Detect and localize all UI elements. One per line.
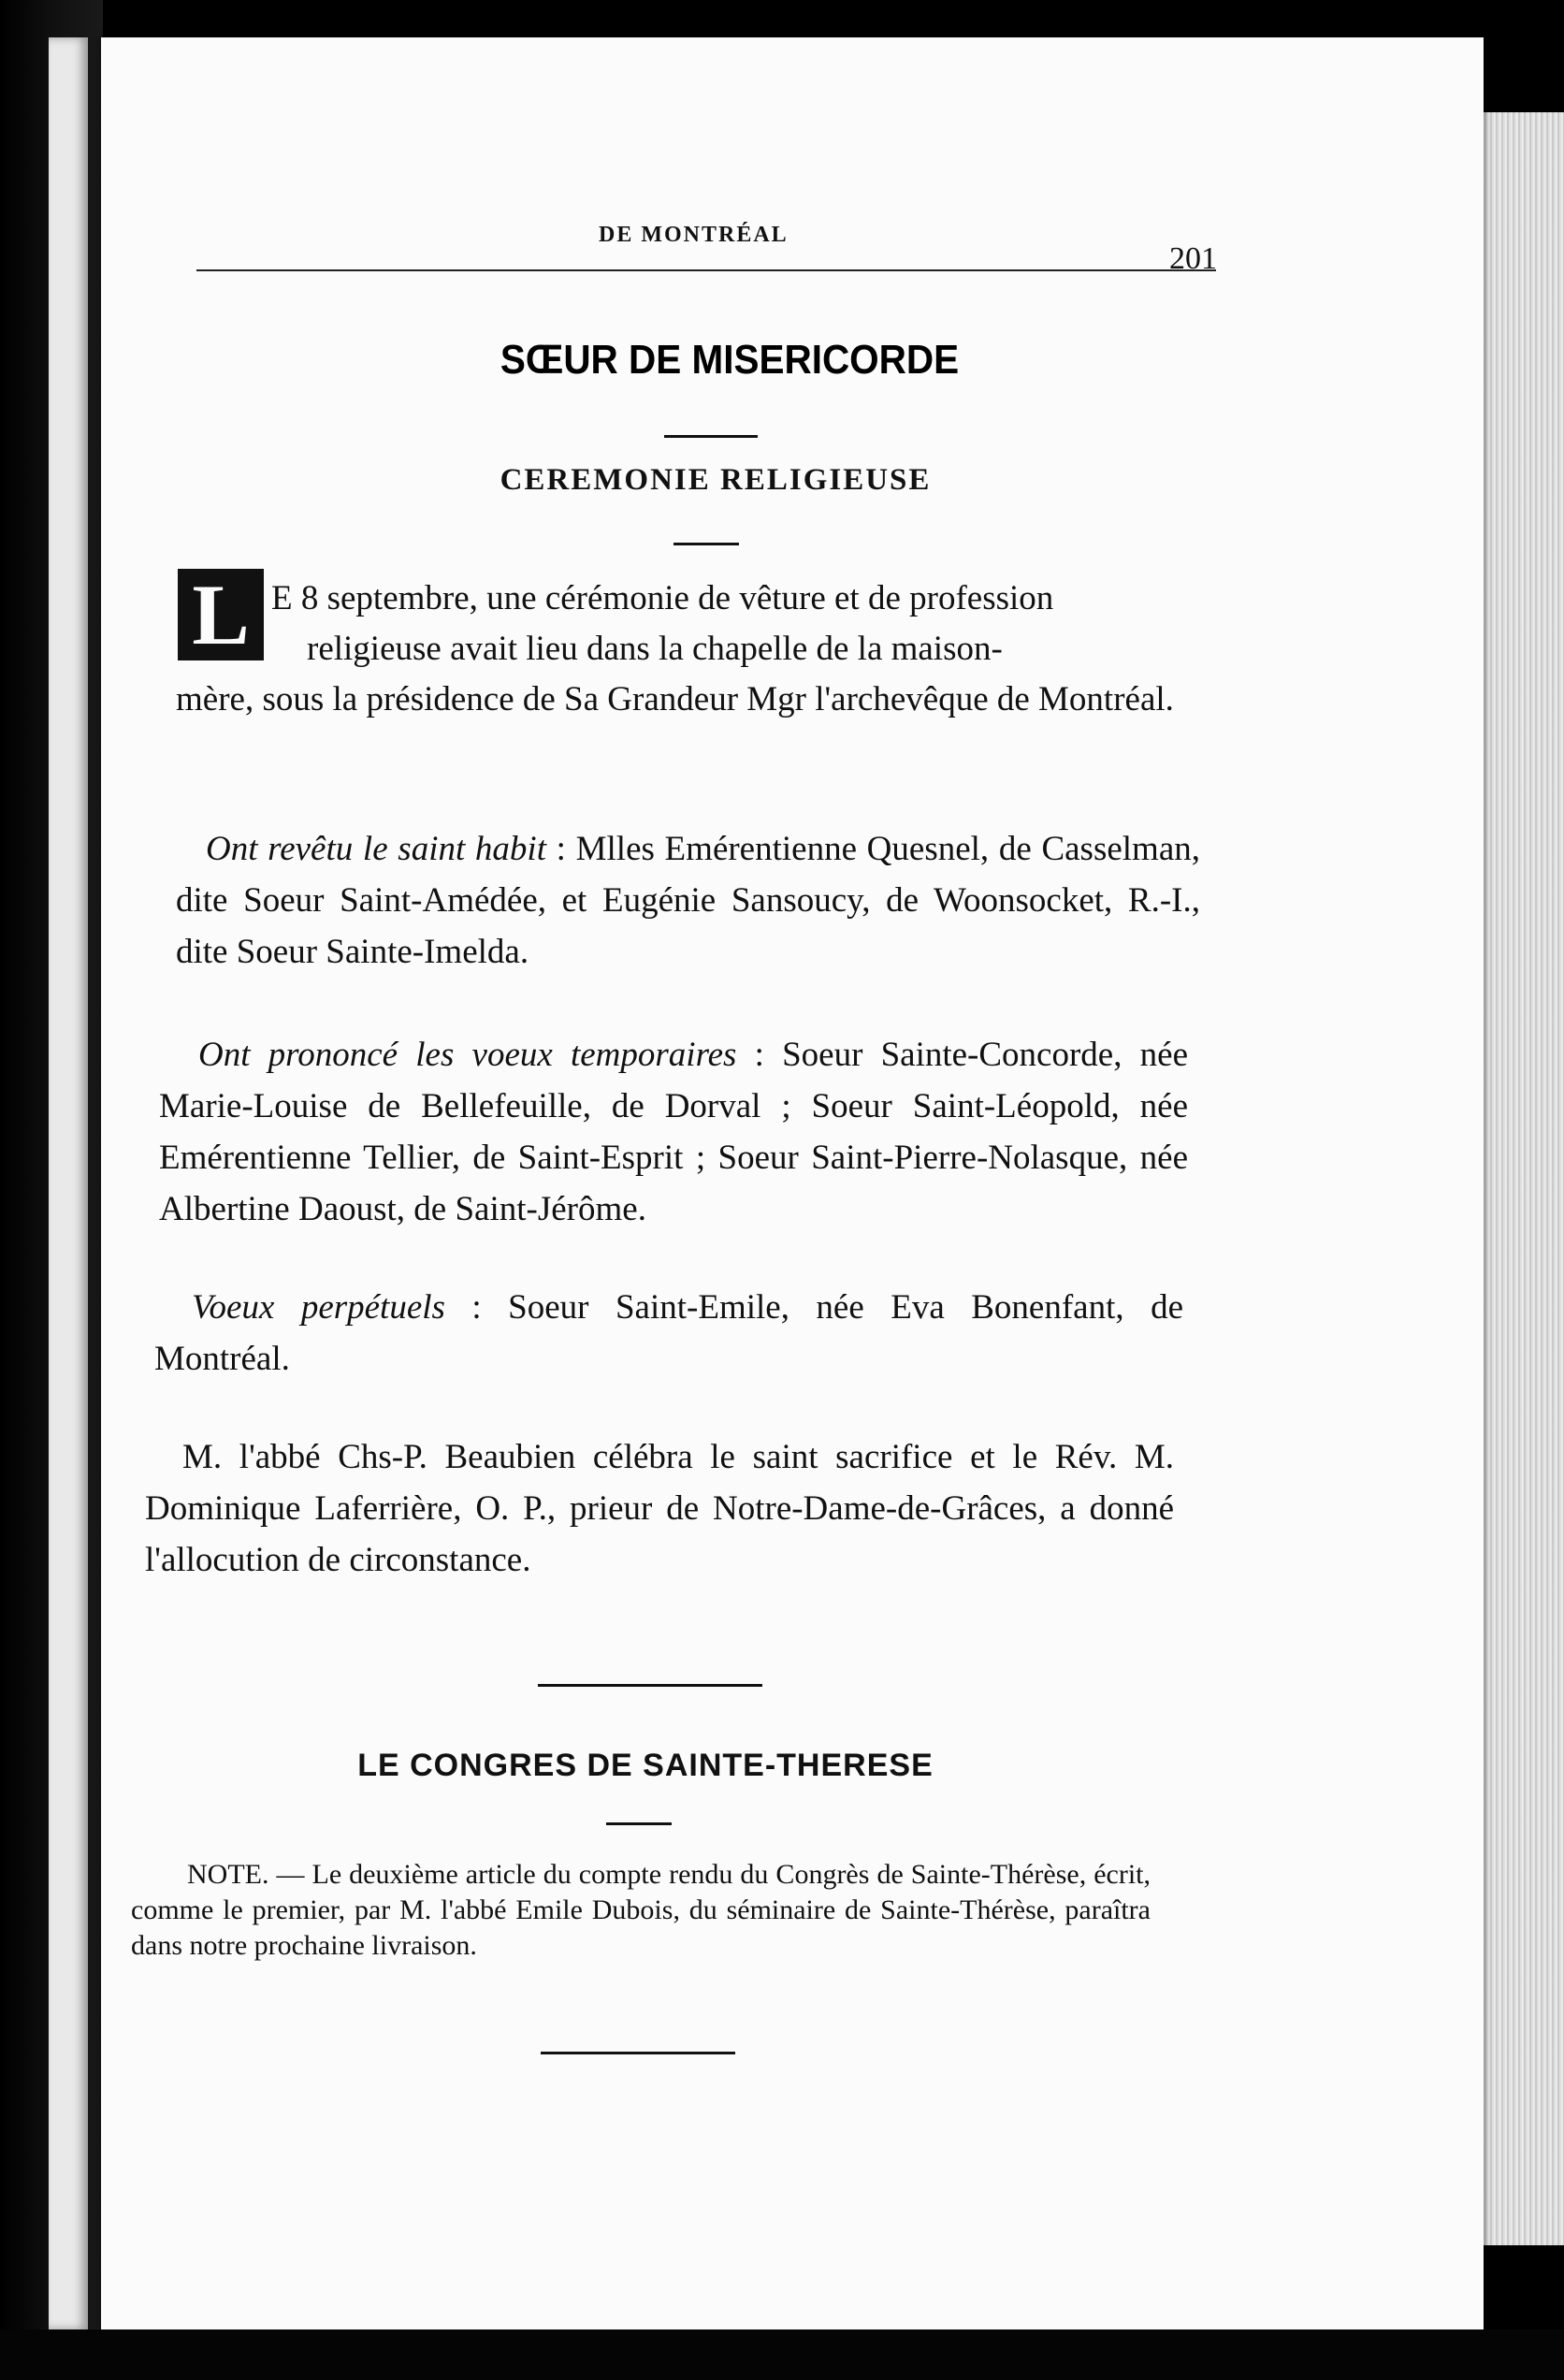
paragraph-perpetual-vows-lead: Voeux perpétuels <box>192 1288 445 1327</box>
section-title: LE CONGRES DE SAINTE-THERESE <box>357 1748 934 1783</box>
running-head: DE MONTRÉAL <box>599 223 789 247</box>
paragraph-vesture-lead: Ont revêtu le saint habit <box>206 830 546 868</box>
page-number: 201 <box>1169 241 1217 276</box>
scan-bottom-border <box>0 2329 1564 2380</box>
paragraph-temporary-vows-text: : Soeur Sainte-Concorde, née Marie-Louise de Bellefeuille, de Dorval ; Soeur Saint-Léopold, née Emérentienne Tellier, de Saint-Esprit ; Soeur Saint-Pierre-Nolasque, née Albertine Daoust, de Saint-Jérôme. <box>159 1036 1188 1228</box>
section-separator-rule <box>538 1684 762 1687</box>
intro-paragraph-rest: mère, sous la présidence de Sa Grandeur Mgr l'archevêque de Montréal. <box>176 680 1174 718</box>
article-title: SŒUR DE MISERICORDE <box>500 337 960 383</box>
paragraph-perpetual-vows-text: : Soeur Saint-Emile, née Eva Bonenfant, de Montréal. <box>154 1288 1183 1378</box>
paragraph-temporary-vows-lead: Ont prononcé les voeux temporaires <box>198 1036 737 1074</box>
subtitle-rule <box>673 543 739 545</box>
title-rule <box>664 435 758 438</box>
drop-cap: L <box>178 569 264 660</box>
paragraph-perpetual-vows <box>154 1282 1183 1385</box>
article-subtitle: CEREMONIE RELIGIEUSE <box>500 463 932 497</box>
paragraph-temporary-vows <box>159 1029 1188 1235</box>
paragraph-vesture <box>176 823 1200 978</box>
section-title-rule <box>606 1822 672 1825</box>
intro-line-2: religieuse avait lieu dans la chapelle de la maison- <box>307 630 1003 668</box>
paragraph-vesture-text: : Mlles Emérentienne Quesnel, de Casselman, dite Soeur Saint-Amédée, et Eugénie Sansoucy, de Woonsocket, R.-I., dite Soeur Sainte-Imelda. <box>176 830 1200 971</box>
header-rule <box>196 269 1216 271</box>
closing-rule <box>541 2052 735 2054</box>
paragraph-celebrant: M. l'abbé Chs-P. Beaubien célébra le saint sacrifice et le Rév. M. Dominique Laferrière, O. P., prieur de Notre-Dame-de-Grâces, a donné l'allocution de circonstance. <box>145 1438 1174 1579</box>
facing-page-edge <box>49 37 88 2329</box>
intro-line-1: E 8 septembre, une cérémonie de vêture et de profession <box>271 579 1054 617</box>
note-paragraph: NOTE. — Le deuxième article du compte rendu du Congrès de Sainte-Thérèse, écrit, comme le premier, par M. l'abbé Emile Dubois, du séminaire de Sainte-Thérèse, paraîtra dans notre prochaine livraison. <box>131 1859 1151 1961</box>
